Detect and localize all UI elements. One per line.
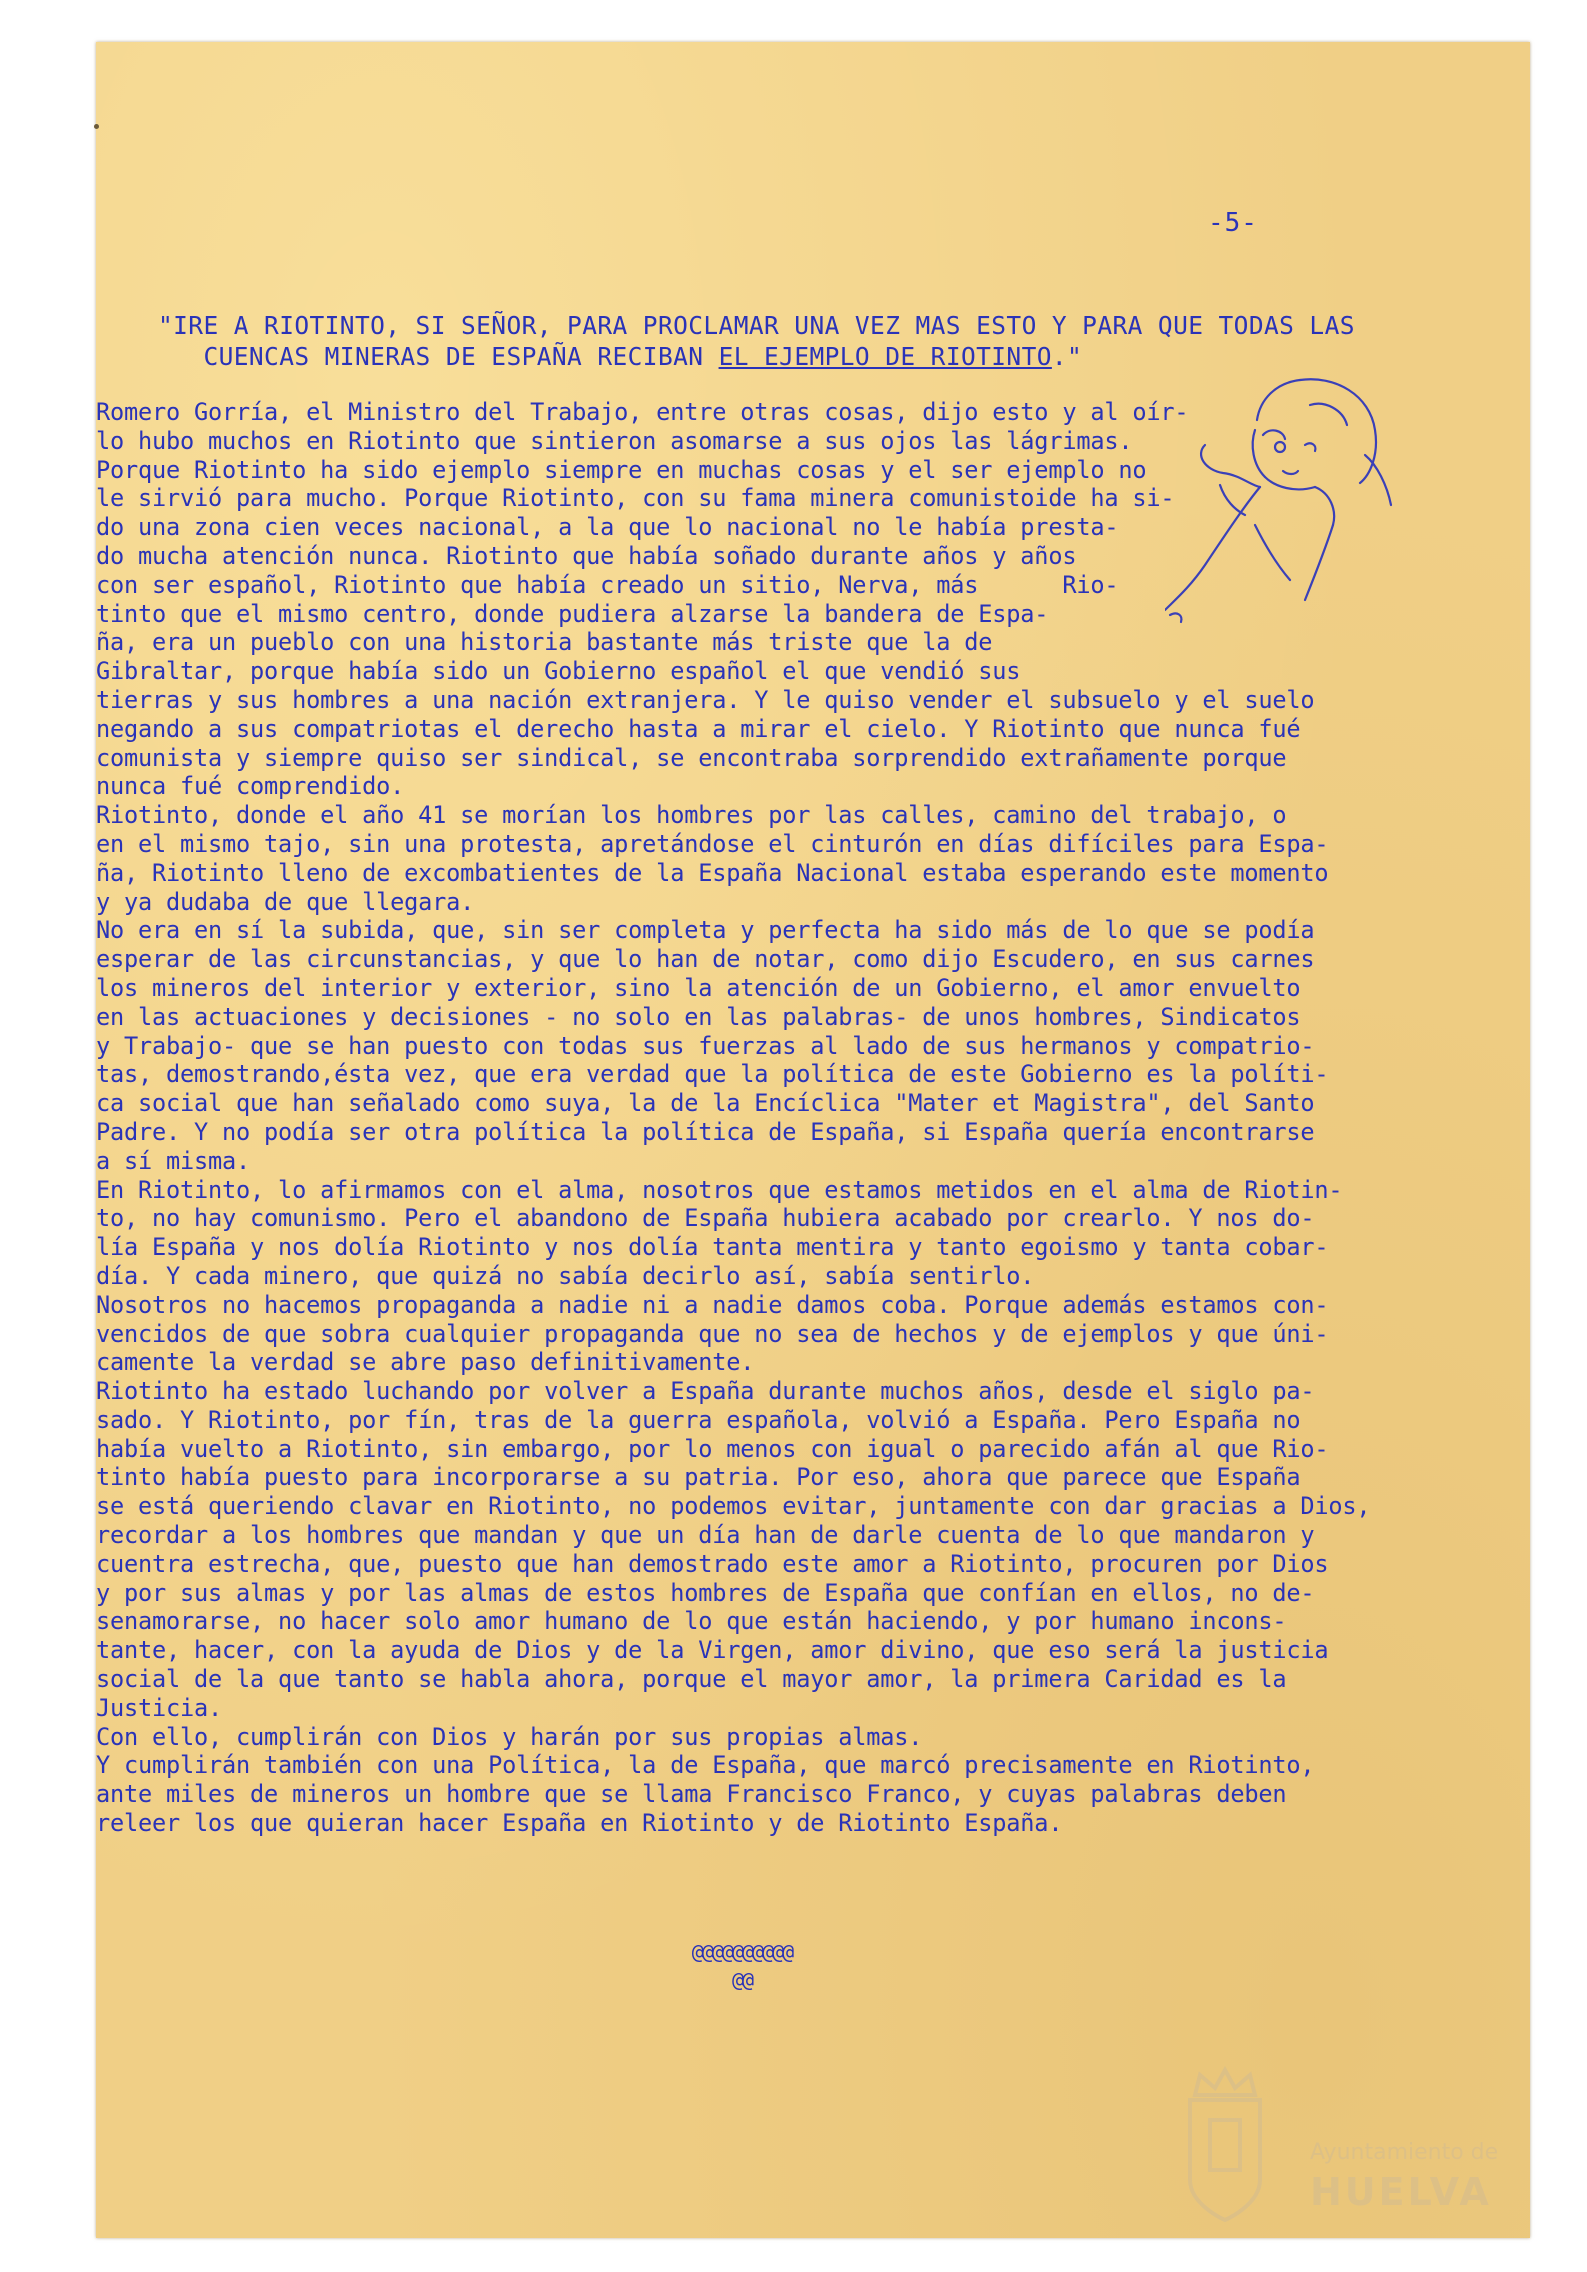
body-line: recordar a los hombres que mandan y que un día han de darle cuenta de lo que mandaron y — [96, 1521, 1315, 1550]
body-line: tierras y sus hombres a una nación extranjera. Y le quiso vender el subsuelo y el suelo — [96, 685, 1315, 714]
watermark-line-1: Ayuntamiento de — [1310, 2140, 1499, 2165]
headline-underlined: EL EJEMPLO DE RIOTINTO — [718, 342, 1052, 371]
body-line: esperar de las circunstancias, y que lo han de notar, como dijo Escudero, en sus carnes — [96, 945, 1315, 974]
body-line: le sirvió para mucho. Porque Riotinto, con su fama minera comunistoide ha si- — [96, 484, 1175, 513]
body-line: comunista y siempre quiso ser sindical, se encontraba sorprendido extrañamente porque — [96, 743, 1287, 772]
closing-ornament — [672, 1938, 812, 1994]
body-line: los mineros del interior y exterior, sino la atención de un Gobierno, el amor envuelto — [96, 973, 1301, 1002]
body-line: Con ello, cumplirán con Dios y harán por sus propias almas. — [96, 1722, 923, 1751]
body-line: lo hubo muchos en Riotinto que sintieron asomarse a sus ojos las lágrimas. — [96, 426, 1133, 455]
body-line: había vuelto a Riotinto, sin embargo, por lo menos con igual o parecido afán al que Rio- — [96, 1434, 1329, 1463]
staple-hole — [94, 124, 99, 129]
headline-line-2: CUENCAS MINERAS DE ESPAÑA RECIBAN — [203, 342, 719, 371]
body-line: ña, Riotinto lleno de excombatientes de la España Nacional estaba esperando este momento — [96, 858, 1329, 887]
body-line: con ser español, Riotinto que había creado un sitio, Nerva, más Rio- — [96, 570, 1119, 599]
body-line: nunca fué comprendido. — [96, 772, 405, 801]
page-number: -5- — [1208, 208, 1258, 238]
body-line: Padre. Y no podía ser otra política la política de España, si España quería encontrarse — [96, 1117, 1315, 1146]
archive-watermark — [1170, 2060, 1530, 2240]
body-line: día. Y cada minero, que quizá no sabía decirlo así, sabía sentirlo. — [96, 1261, 1035, 1290]
body-line: y por sus almas y por las almas de estos hombres de España que confían en ellos, no de- — [96, 1578, 1315, 1607]
body-text — [96, 398, 1371, 1838]
body-line: camente la verdad se abre paso definitivamente. — [96, 1348, 755, 1377]
body-line: Gibraltar, porque había sido un Gobierno español el que vendió sus — [96, 657, 1021, 686]
child-sketch-illustration — [1165, 375, 1535, 695]
body-line: social de la que tanto se habla ahora, porque el mayor amor, la primera Caridad es la — [96, 1665, 1287, 1694]
body-line: Justicia. — [96, 1693, 223, 1722]
body-line: vencidos de que sobra cualquier propaganda que no sea de hechos y de ejemplos y que úni- — [96, 1319, 1329, 1348]
headline-end: ." — [1051, 342, 1083, 371]
body-line: lía España y nos dolía Riotinto y nos dolía tanta mentira y tanto egoismo y tanta cobar- — [96, 1233, 1329, 1262]
body-line: En Riotinto, lo afirmamos con el alma, nosotros que estamos metidos en el alma de Riotin- — [96, 1175, 1343, 1204]
body-line: releer los que quieran hacer España en Riotinto y de Riotinto España. — [96, 1809, 1063, 1838]
coat-of-arms-icon — [1170, 2060, 1280, 2230]
body-line: ante miles de mineros un hombre que se llama Francisco Franco, y cuyas palabras deben — [96, 1780, 1287, 1809]
watermark-line-2: HUELVA — [1310, 2170, 1492, 2214]
body-line: ca social que han señalado como suya, la de la Encíclica "Mater et Magistra", del Santo — [96, 1089, 1315, 1118]
body-line: se está queriendo clavar en Riotinto, no podemos evitar, juntamente con dar gracias a Dios, — [96, 1492, 1371, 1521]
body-line: Y cumplirán también con una Política, la de España, que marcó precisamente en Riotinto, — [96, 1751, 1315, 1780]
headline-line-1: "IRE A RIOTINTO, SI SEÑOR, PARA PROCLAMAR UNA VEZ MAS ESTO Y PARA QUE TODAS LAS — [158, 311, 1355, 340]
body-line: en el mismo tajo, sin una protesta, apretándose el cinturón en días difíciles para Espa- — [96, 829, 1329, 858]
ornament-line-2: @@ — [731, 1968, 753, 1992]
body-line: y Trabajo- que se han puesto con todas sus fuerzas al lado de sus hermanos y compatrio- — [96, 1031, 1315, 1060]
ornament-line-1: @@@@@@@@@@ — [691, 1940, 793, 1964]
body-line: tante, hacer, con la ayuda de Dios y de la Virgen, amor divino, que eso será la justicia — [96, 1636, 1329, 1665]
body-line: Porque Riotinto ha sido ejemplo siempre en muchas cosas y el ser ejemplo no — [96, 455, 1147, 484]
body-line: tinto había puesto para incorporarse a su patria. Por eso, ahora que parece que España — [96, 1463, 1301, 1492]
body-line: tas, demostrando,ésta vez, que era verdad que la política de este Gobierno es la políti- — [96, 1060, 1329, 1089]
body-line: y ya dudaba de que llegara. — [96, 887, 475, 916]
body-line: cuentra estrecha, que, puesto que han demostrado este amor a Riotinto, procuren por Dios — [96, 1549, 1329, 1578]
body-line: to, no hay comunismo. Pero el abandono de España hubiera acabado por crearlo. Y nos do- — [96, 1204, 1315, 1233]
body-line: a sí misma. — [96, 1146, 251, 1175]
body-line: Riotinto ha estado luchando por volver a España durante muchos años, desde el siglo pa- — [96, 1377, 1315, 1406]
body-line: do mucha atención nunca. Riotinto que había soñado durante años y años — [96, 541, 1077, 570]
body-line: tinto que el mismo centro, donde pudiera alzarse la bandera de Espa- — [96, 599, 1049, 628]
body-line: sado. Y Riotinto, por fín, tras de la guerra española, volvió a España. Pero España no — [96, 1405, 1301, 1434]
body-line: ña, era un pueblo con una historia bastante más triste que la de — [96, 628, 993, 657]
body-line: en las actuaciones y decisiones - no solo en las palabras- de unos hombres, Sindicatos — [96, 1002, 1301, 1031]
body-line: Riotinto, donde el año 41 se morían los hombres por las calles, camino del trabajo, o — [96, 801, 1287, 830]
headline — [158, 310, 1408, 372]
body-line: negando a sus compatriotas el derecho hasta a mirar el cielo. Y Riotinto que nunca fué — [96, 714, 1301, 743]
body-line: do una zona cien veces nacional, a la que lo nacional no le había presta- — [96, 513, 1119, 542]
body-line: Nosotros no hacemos propaganda a nadie ni a nadie damos coba. Porque además estamos con- — [96, 1290, 1329, 1319]
body-line: No era en sí la subida, que, sin ser completa y perfecta ha sido más de lo que se podía — [96, 916, 1315, 945]
body-line: Romero Gorría, el Ministro del Trabajo, entre otras cosas, dijo esto y al oír- — [96, 398, 1189, 426]
body-line: senamorarse, no hacer solo amor humano de lo que están haciendo, y por humano incons- — [96, 1607, 1287, 1636]
